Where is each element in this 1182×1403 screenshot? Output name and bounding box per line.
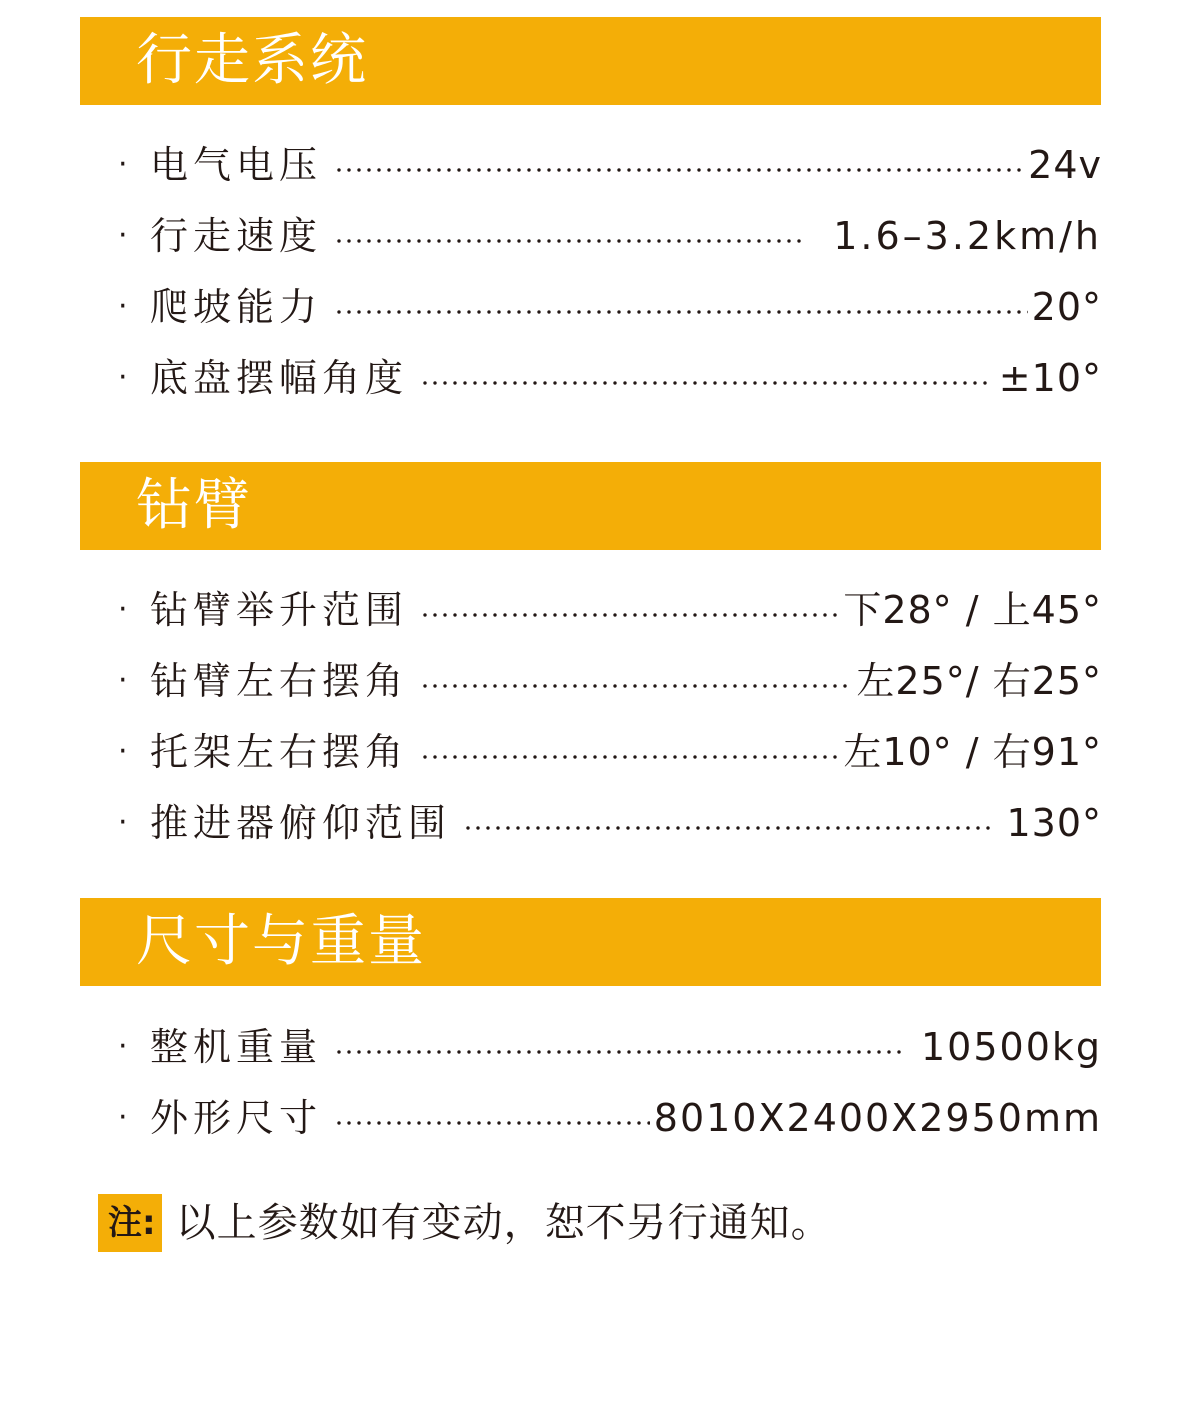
- spec-row-total-weight: [118, 1022, 1102, 1072]
- spec-label: 行走速度: [150, 214, 323, 258]
- spec-value: 左25°/ 右25°: [856, 659, 1102, 703]
- bullet: ·: [118, 1100, 128, 1135]
- spec-label: 整机重量: [150, 1025, 323, 1069]
- spec-value: 1.6–3.2km/h: [833, 214, 1102, 258]
- bullet: ·: [118, 592, 128, 627]
- spec-value: 左10° / 右91°: [843, 730, 1102, 774]
- dot-leader: [420, 613, 839, 617]
- dot-leader: [334, 1050, 905, 1054]
- bullet: ·: [118, 805, 128, 840]
- bullet: ·: [118, 218, 128, 253]
- spec-row-voltage: [118, 140, 1102, 190]
- spec-row-feeder-pitch: [118, 798, 1102, 848]
- spec-row-travel-speed: [118, 211, 1102, 261]
- spec-label: 钻臂左右摆角: [150, 659, 409, 703]
- spec-value: 10500kg: [920, 1025, 1102, 1069]
- spec-value: 130°: [1006, 801, 1102, 845]
- spec-label: 钻臂举升范围: [150, 588, 409, 632]
- note-tag: 注:: [98, 1194, 162, 1252]
- dot-leader: [334, 310, 1028, 314]
- spec-value: 20°: [1031, 285, 1102, 329]
- spec-label: 托架左右摆角: [150, 730, 409, 774]
- section-title: 钻臂: [136, 473, 252, 538]
- spec-value: 下28° / 上45°: [843, 588, 1102, 632]
- section-header-drill-boom: [80, 462, 1101, 550]
- dot-leader: [420, 755, 839, 759]
- section-title: 尺寸与重量: [136, 909, 426, 974]
- spec-label: 外形尺寸: [150, 1096, 323, 1140]
- spec-value: ±10°: [998, 356, 1102, 400]
- dot-leader: [420, 684, 852, 688]
- section-header-dimensions-weight: [80, 898, 1101, 986]
- spec-row-boom-lift-range: [118, 585, 1102, 635]
- spec-row-chassis-swing: [118, 353, 1102, 403]
- spec-label: 电气电压: [150, 143, 323, 187]
- dot-leader: [420, 381, 987, 385]
- spec-row-climbing: [118, 282, 1102, 332]
- dot-leader: [334, 1121, 650, 1125]
- dot-leader: [334, 168, 1024, 172]
- note-text: 以上参数如有变动，恕不另行通知。: [175, 1200, 832, 1246]
- bullet: ·: [118, 289, 128, 324]
- disclaimer-note: [98, 1194, 832, 1252]
- spec-row-bracket-swing: [118, 727, 1102, 777]
- section-title: 行走系统: [136, 28, 368, 93]
- bullet: ·: [118, 1029, 128, 1064]
- spec-row-overall-dimensions: [118, 1093, 1102, 1143]
- spec-value: 24v: [1028, 143, 1102, 187]
- bullet: ·: [118, 147, 128, 182]
- dot-leader: [334, 239, 807, 243]
- spec-label: 底盘摆幅角度: [150, 356, 409, 400]
- section-header-travel-system: [80, 17, 1101, 105]
- spec-label: 爬坡能力: [150, 285, 323, 329]
- dot-leader: [463, 826, 990, 830]
- bullet: ·: [118, 663, 128, 698]
- bullet: ·: [118, 360, 128, 395]
- spec-row-boom-swing: [118, 656, 1102, 706]
- spec-label: 推进器俯仰范围: [150, 801, 452, 845]
- bullet: ·: [118, 734, 128, 769]
- spec-value: 8010X2400X2950mm: [653, 1096, 1102, 1140]
